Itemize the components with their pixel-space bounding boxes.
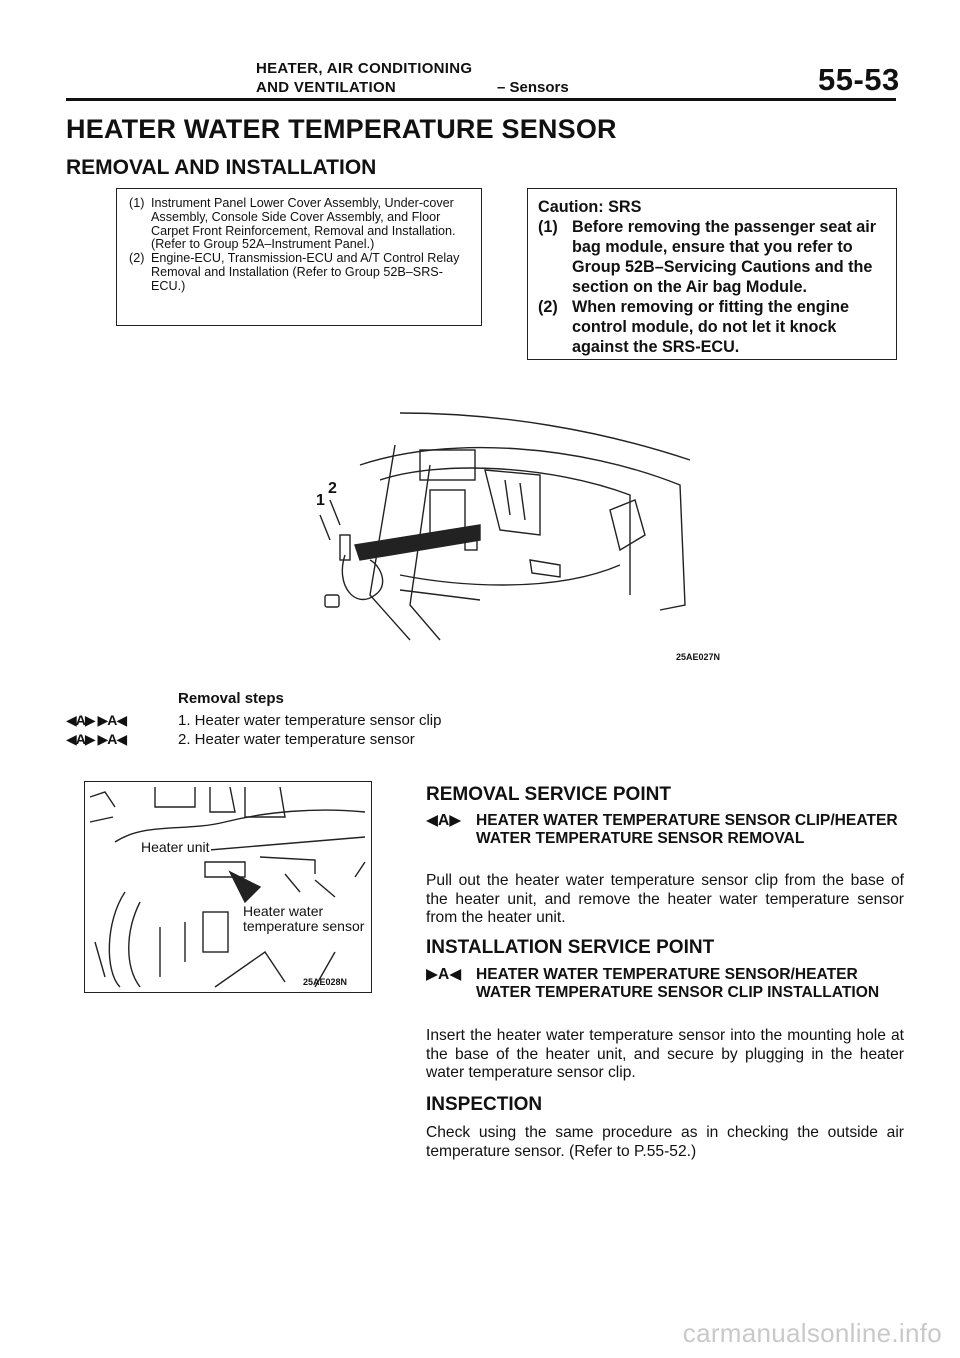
inspection-heading: INSPECTION [426, 1094, 543, 1115]
section-title-line1: HEATER, AIR CONDITIONING [256, 60, 473, 77]
heater-unit-illustration [85, 782, 370, 991]
item-number: (2) [538, 298, 558, 316]
item-number: (1) [538, 218, 558, 236]
item-number: (2) [129, 251, 145, 266]
removal-step [66, 712, 441, 729]
section-title-line2: AND VENTILATION [256, 79, 397, 96]
installation-service-heading: INSTALLATION SERVICE POINT [426, 937, 715, 958]
header-rule [66, 98, 896, 101]
page-subtitle: REMOVAL AND INSTALLATION [66, 156, 377, 179]
caution-item [538, 297, 886, 357]
removal-step [66, 731, 415, 748]
subheading-text: HEATER WATER TEMPERATURE SENSOR/HEATER WATER TEMPERATURE SENSOR CLIP INSTALLATION [476, 966, 880, 1001]
removal-service-heading: REMOVAL SERVICE POINT [426, 784, 671, 805]
pre-removal-item [129, 197, 471, 252]
figure-id: 25AE027N [676, 652, 721, 662]
page-number: 55-53 [818, 62, 900, 97]
subheading-text: HEATER WATER TEMPERATURE SENSOR CLIP/HEATER WATER TEMPERATURE SENSOR REMOVAL [476, 812, 898, 847]
dashboard-illustration [300, 405, 700, 645]
subsection-title: – Sensors [497, 79, 569, 96]
watermark: carmanualsonline.info [682, 1318, 942, 1348]
service-point-symbols: ◀A▶ ▶A◀ [66, 712, 127, 728]
callout-2: 2 [328, 480, 337, 497]
item-text: Instrument Panel Lower Cover Assembly, Under-cover Assembly, Console Side Cover Assembly, and Floor Carpet Front Reinforcement, Removal and Installation. (Refer to Group 52A–Instrument Panel.) [151, 196, 456, 252]
caution-item [538, 217, 886, 297]
removal-service-subheading [426, 812, 904, 848]
service-point-symbols: ◀A▶ ▶A◀ [66, 731, 127, 747]
page-title: HEATER WATER TEMPERATURE SENSOR [66, 114, 617, 144]
item-text: Engine-ECU, Transmission-ECU and A/T Control Relay Removal and Installation (Refer to Group 52B–SRS-ECU.) [151, 251, 460, 293]
callout-1: 1 [316, 492, 325, 509]
item-text: Before removing the passenger seat air bag module, ensure that you refer to Group 52B–Servicing Cautions and the section on the Air bag Module. [572, 218, 877, 296]
item-number: (1) [129, 196, 145, 210]
sensor-label-line2: temperature sensor [243, 918, 365, 934]
caution-heading: Caution: SRS [538, 198, 642, 216]
inspection-body: Check using the same procedure as in checking the outside air temperature sensor. (Refer to P.55-52.) [426, 1124, 904, 1160]
pre-removal-box [116, 188, 482, 326]
removal-service-body: Pull out the heater water temperature sensor clip from the base of the heater unit, and remove the heater water temperature sensor from the heater unit. [426, 872, 904, 927]
service-point-symbol: ▶A◀ [426, 966, 462, 983]
sensor-label [241, 904, 366, 934]
service-point-symbol: ◀A▶ [426, 812, 462, 829]
removal-steps-heading: Removal steps [178, 690, 284, 707]
installation-service-body: Insert the heater water temperature sensor into the mounting hole at the base of the heater unit, and secure by plugging in the heater water temperature sensor clip. [426, 1027, 904, 1082]
step-text: 2. Heater water temperature sensor [178, 731, 415, 748]
figure-id: 25AE028N [303, 977, 348, 987]
installation-service-subheading [426, 966, 904, 1002]
heater-unit-figure [84, 781, 372, 993]
sensor-label-line1: Heater water [243, 903, 324, 919]
caution-box [527, 188, 897, 360]
pre-removal-item [129, 252, 471, 293]
heater-unit-label: Heater unit [141, 839, 210, 855]
item-text: When removing or fitting the engine control module, do not let it knock against the SRS-ECU. [572, 298, 849, 356]
step-text: 1. Heater water temperature sensor clip [178, 712, 442, 729]
